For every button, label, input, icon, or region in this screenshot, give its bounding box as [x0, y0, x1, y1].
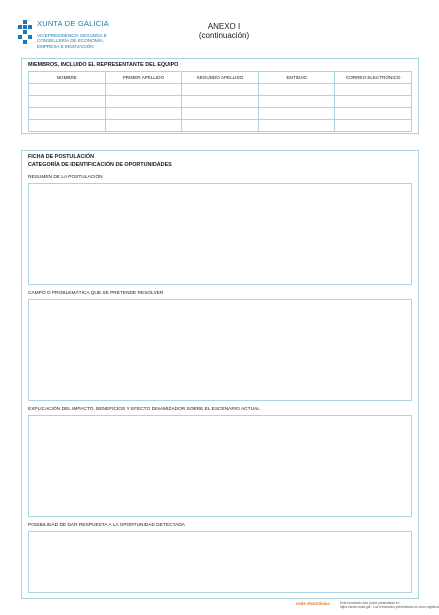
member-nombre-field[interactable] — [29, 120, 106, 132]
table-row — [29, 96, 412, 108]
org-department — [37, 33, 107, 49]
members-section — [21, 58, 419, 134]
member-segundo-apellido-field[interactable] — [182, 96, 259, 108]
org-name: XUNTA DE GALICIA — [37, 19, 109, 28]
member-correo-field[interactable] — [335, 108, 412, 120]
member-correo-field[interactable] — [335, 120, 412, 132]
member-entidad-field[interactable] — [258, 84, 335, 96]
campo-label: CAMPO O PROBLEMÁTICA QUE SE PRETENDE RESOLVER — [28, 291, 164, 296]
member-primer-apellido-field[interactable] — [105, 84, 182, 96]
column-header-nombre: NOMBRE — [29, 72, 106, 84]
campo-textarea[interactable] — [28, 299, 412, 401]
member-primer-apellido-field[interactable] — [105, 108, 182, 120]
member-primer-apellido-field[interactable] — [105, 120, 182, 132]
member-nombre-field[interactable] — [29, 84, 106, 96]
table-row — [29, 84, 412, 96]
column-header-primer-apellido: PRIMER APELLIDO — [105, 72, 182, 84]
column-header-entidad: ENTIDAD — [258, 72, 335, 84]
member-segundo-apellido-field[interactable] — [182, 120, 259, 132]
member-primer-apellido-field[interactable] — [105, 96, 182, 108]
member-entidad-field[interactable] — [258, 96, 335, 108]
member-entidad-field[interactable] — [258, 120, 335, 132]
member-nombre-field[interactable] — [29, 108, 106, 120]
ficha-category-title: CATEGORÍA DE IDENTIFICACIÓN DE OPORTUNIDADES — [28, 162, 172, 168]
column-header-correo: CORREO ELECTRÓNICO — [335, 72, 412, 84]
column-header-segundo-apellido: SEGUNDO APELLIDO — [182, 72, 259, 84]
member-entidad-field[interactable] — [258, 108, 335, 120]
footer-note-line: Este formulario sólo podrá presentarse en — [340, 601, 400, 605]
member-segundo-apellido-field[interactable] — [182, 84, 259, 96]
respuesta-textarea[interactable] — [28, 531, 412, 593]
impacto-textarea[interactable] — [28, 415, 412, 517]
members-section-title: MIEMBROS, INCLUIDO EL REPRESENTANTE DEL EQUIPO — [28, 62, 179, 68]
xunta-cross-logo-icon — [18, 20, 32, 44]
org-department-line: VICEPRESIDENCIA SEGUNDA E — [37, 33, 107, 38]
sede-electronica-logo: sede electrónica — [296, 601, 330, 606]
org-department-line: CONSELLERÍA DE ECONOMÍA, — [37, 38, 105, 44]
org-department-line: EMPRESA E INNOVACIÓN — [37, 43, 94, 49]
member-nombre-field[interactable] — [29, 96, 106, 108]
member-correo-field[interactable] — [335, 96, 412, 108]
footer-note-line: https://sede.xunta.gal · Los formularios presentados en otros registros — [340, 605, 439, 610]
page-subtitle: (continuación) — [198, 31, 250, 40]
footer-note — [340, 601, 439, 609]
table-row — [29, 108, 412, 120]
ficha-section-title: FICHA DE POSTULACIÓN — [28, 154, 94, 160]
members-table-header-row — [29, 72, 412, 84]
member-correo-field[interactable] — [335, 84, 412, 96]
table-row — [29, 120, 412, 132]
page-title: ANEXO I — [207, 22, 241, 31]
respuesta-label: POSIBILIDAD DE DAR RESPUESTA A LA OPORTUNIDAD DETECTADA — [28, 523, 186, 528]
member-segundo-apellido-field[interactable] — [182, 108, 259, 120]
members-table — [28, 71, 412, 132]
ficha-section — [21, 150, 419, 599]
resumen-label: RESUMEN DE LA POSTULACIÓN — [28, 175, 103, 180]
resumen-textarea[interactable] — [28, 183, 412, 285]
impacto-label: EXPLICACIÓN DEL IMPACTO, BENEFICIOS Y EFECTO DINAMIZADOR SOBRE EL ESCENARIO ACTUAL — [28, 407, 260, 412]
